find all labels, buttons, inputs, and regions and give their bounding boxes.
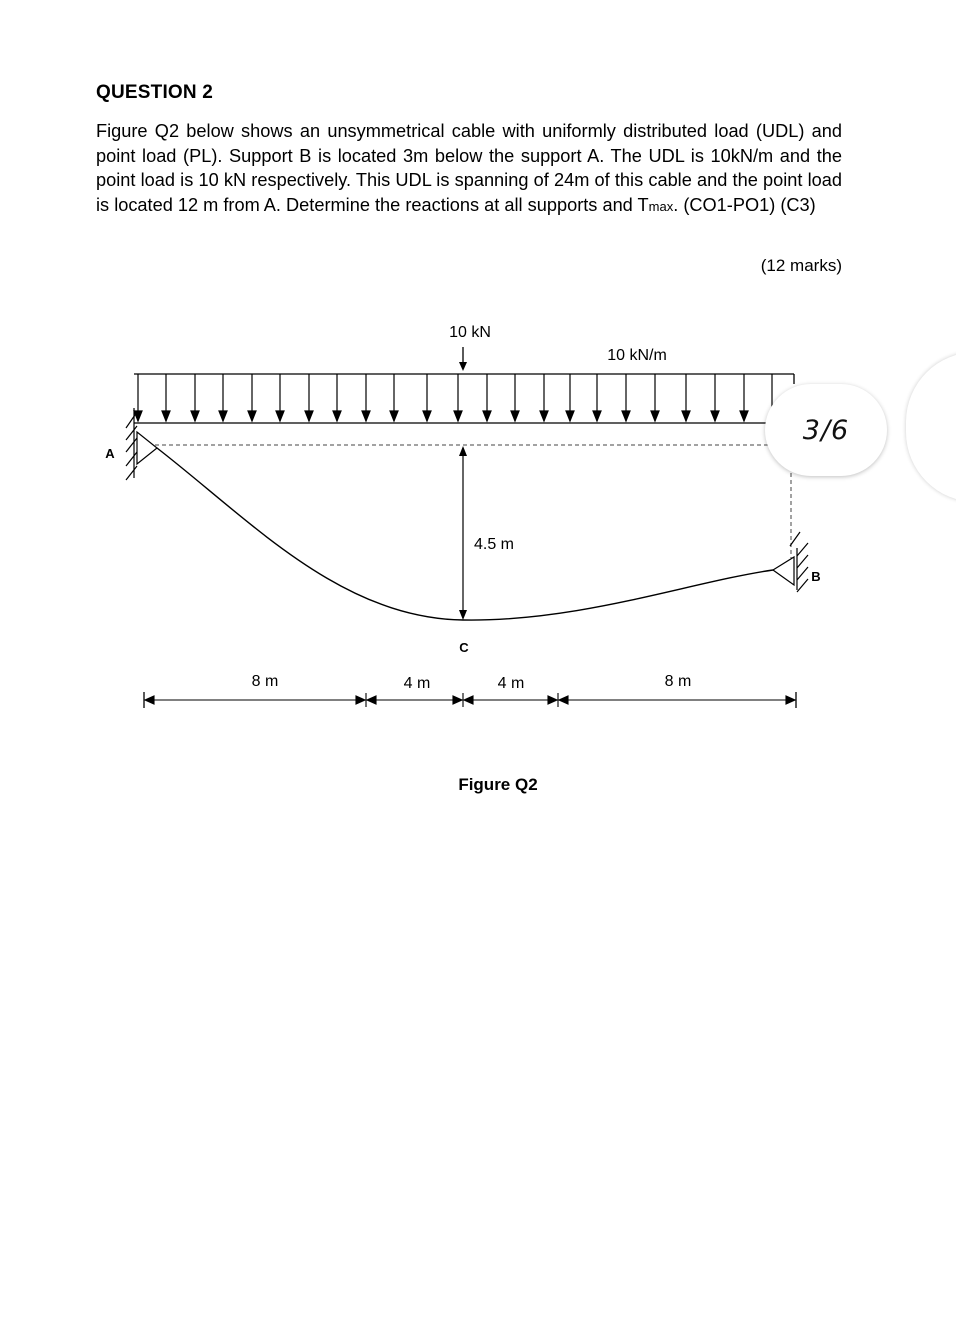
udl-arrows <box>134 374 772 421</box>
question-body: Figure Q2 below shows an unsymmetrical cable with uniformly distributed load (UDL) and point load (PL). Support B is located 3m below the support A. The UDL is 10kN/m and the point load is 10 kN respectively. This UDL is spanning of 24m of this cable and the point load is located 12 m from A. Determine the reactions at all supports and <box>96 121 842 215</box>
support-b-label: B <box>811 569 821 584</box>
dimension-label-3: 4 m <box>497 675 525 692</box>
span-dimension-line <box>144 692 796 708</box>
page-indicator <box>765 384 887 476</box>
sag-dimension-arrow <box>459 446 467 620</box>
marks-label: (12 marks) <box>760 256 842 275</box>
question-body-tail: . (CO1-PO1) (C3) <box>673 194 816 215</box>
sag-label: 4.5 m <box>473 536 515 553</box>
figure-caption: Figure Q2 <box>458 775 538 794</box>
dimension-label-1: 8 m <box>251 673 279 690</box>
support-a-pin <box>126 408 157 480</box>
point-c-label: C <box>459 640 469 655</box>
tmax-subscript: max <box>648 198 674 214</box>
support-a-label: A <box>105 446 115 461</box>
point-load-label: 10 kN <box>449 324 491 341</box>
question-title: QUESTION 2 <box>96 82 214 103</box>
point-load-arrow <box>459 347 467 371</box>
udl-label: 10 kN/m <box>607 347 667 364</box>
dimension-label-2: 4 m <box>403 675 431 692</box>
tmax-symbol: T <box>637 194 649 215</box>
dimension-label-4: 8 m <box>664 673 692 690</box>
page-indicator-text: 3/6 <box>802 414 850 446</box>
support-b-pin <box>773 532 808 592</box>
cable-curve <box>157 448 773 620</box>
